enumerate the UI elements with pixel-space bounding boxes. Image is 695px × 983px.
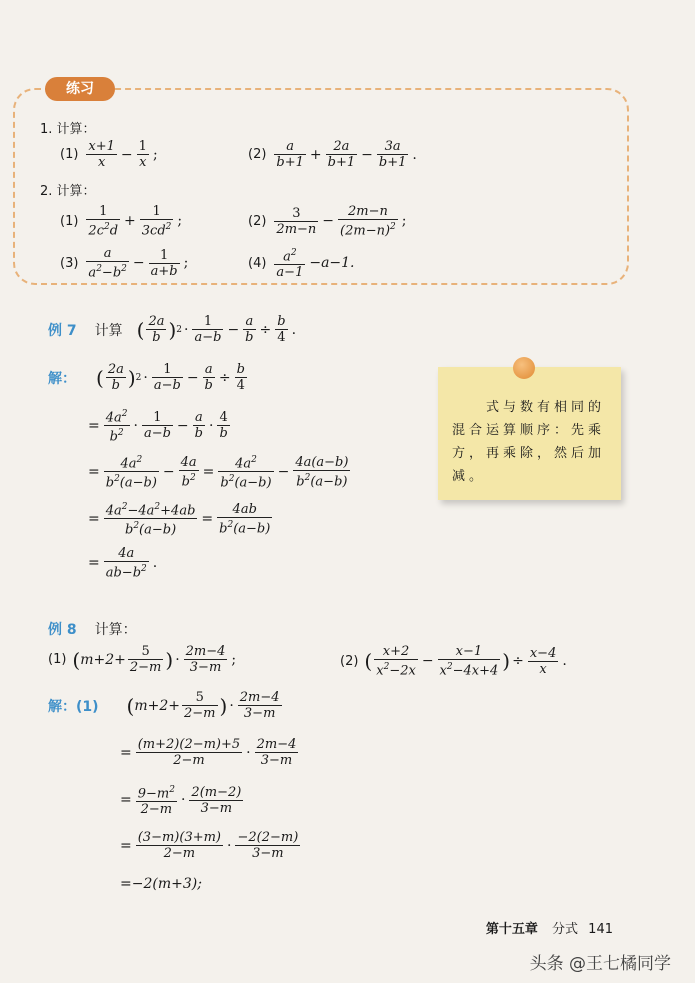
footer-section: 分式 <box>552 922 579 937</box>
example7-heading: 例 7 计算 ( $\frac{2a}{b}$ ) 2 · $\frac{1}{a-b}$ − $\frac{a}{b}$ ÷ $\frac{b}{4}$ . <box>48 314 297 345</box>
pin-icon <box>513 357 535 379</box>
example7-solution-line4: = $\frac{4a^2-4a^2+4ab}{b^2(a-b)}$ = $\frac{4ab}{b^2(a-b)}$ <box>88 501 271 538</box>
exercise-q2-item1: (1) $\frac{1}{2c^2d}$ + $\frac{1}{3cd^2}$ ; <box>60 204 183 239</box>
example8-solution-line2: = $\frac{(m+2)(2-m)+5}{2-m}$ · $\frac{2m-4}{3-m}$ <box>120 737 297 768</box>
example7-label: 例 7 <box>48 322 77 339</box>
example7-solution-line3: = $\frac{4a^2}{b^2(a-b)}$ − $\frac{4a}{b^2}$ = $\frac{4a^2}{b^2(a-b)}$ − $\frac{4a(a-b)}{b^2(a-b)}$ <box>88 454 349 491</box>
example8-solution-label: 解：(1) <box>48 698 99 715</box>
footer-chapter: 第十五章 <box>485 922 538 937</box>
example7-solution-line2: = $\frac{4a^2}{b^2}$ · $\frac{1}{a-b}$ − $\frac{a}{b}$ · $\frac{4}{b}$ <box>88 409 228 445</box>
exercise-q1-item2: (2) $\frac{a}{b+1}$ + $\frac{2a}{b+1}$ − $\frac{3a}{b+1}$ . <box>248 139 417 170</box>
exercise-q2-item4: (4) $\frac{a^2}{a-1}$ −a−1. <box>248 248 355 281</box>
example8-label: 例 8 <box>48 622 77 638</box>
footer-page-number: 141 <box>588 922 613 937</box>
example8-item2: (2) ( $\frac{x+2}{x^2-2x}$ − $\frac{x-1}{x^2-4x+4}$ ) ÷ $\frac{x-4}{x}$ . <box>340 644 567 679</box>
example8-solution-line3: = $\frac{9-m^2}{2-m}$ · $\frac{2(m-2)}{3-m}$ <box>120 784 242 818</box>
tip-note-text: 式与数有相同的混合运算顺序：先乘方，再乘除，然后加减。 <box>452 400 606 484</box>
exercise-tab: 练习 <box>45 77 115 101</box>
watermark: 头条 @王七橘同学 <box>529 954 671 974</box>
exercise-q2-item3: (3) $\frac{a}{a^2-b^2}$ − $\frac{1}{a+b}$ ; <box>60 246 189 281</box>
example8-heading <box>48 619 143 639</box>
exercise-q2-label: 2. 计算： <box>40 184 96 199</box>
page-footer <box>486 918 613 937</box>
exercise-q1-item1: (1) $\frac{x+1}{x}$ − $\frac{1}{x}$ ; <box>60 139 158 170</box>
example8-verb: 计算： <box>94 622 137 638</box>
exercise-q2-item2: (2) $\frac{3}{2m-n}$ − $\frac{2m-n}{(2m-n)^2}$ ; <box>248 204 407 239</box>
example8-solution-line1: 解：(1) ( m+2+ $\frac{5}{2-m}$ ) · $\frac{2m-4}{3-m}$ <box>48 690 280 721</box>
example7-solution-line5: = $\frac{4a}{ab-b^2}$ . <box>88 546 158 581</box>
example7-verb: 计算 <box>94 322 123 339</box>
example7-solution-line1: 解： ( $\frac{2a}{b}$ ) 2 · $\frac{1}{a-b}$ − $\frac{a}{b}$ ÷ $\frac{b}{4}$ <box>48 362 245 393</box>
example8-item1: (1) ( m+2+ $\frac{5}{2-m}$ ) · $\frac{2m-4}{3-m}$ ; <box>48 644 237 675</box>
example8-solution-line5: =−2(m+3); <box>120 876 202 892</box>
example8-solution-line4: = $\frac{(3-m)(3+m)}{2-m}$ · $\frac{-2(2-m)}{3-m}$ <box>120 830 299 861</box>
example7-solution-label: 解： <box>48 370 76 387</box>
exercise-q1-label: 1. 计算： <box>40 122 96 137</box>
